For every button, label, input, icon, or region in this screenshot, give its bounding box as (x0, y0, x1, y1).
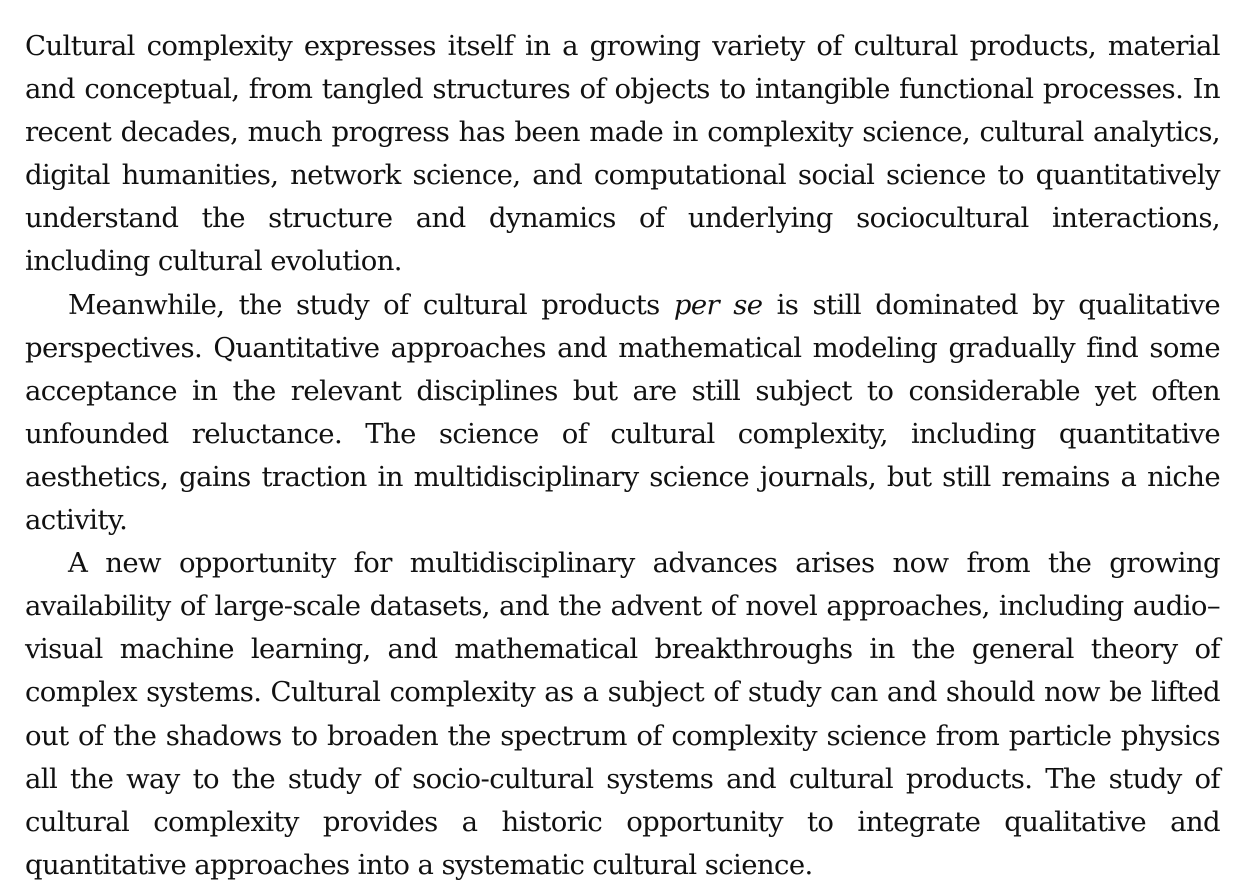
paragraph-new-opportunity: A new opportunity for multidisciplinary advances arises now from the growing availability of large-scale datasets, and the advent of novel approaches, including audio–visual machine learning, and mathematical breakthroughs in the general theory of complex systems. Cultural complexity as a subject of study can and should now be lifted out of the shadows to broaden the spectrum of complexity science from particle physics all the way to the study of socio-cultural systems and cultural products. The study of cultural complexity provides a historic opportunity to integrate qualitative and quantitative approaches into a systematic cultural science. (25, 547, 1220, 881)
document-body (25, 25, 1220, 887)
paragraph-text-start: Meanwhile, the study of cultural products (68, 288, 674, 321)
paragraph-text-end: is still dominated by qualitative perspectives. Quantitative approaches and mathematical modeling gradually find some acceptance in the relevant disciplines but are still subject to considerable yet often unfounded reluctance. The science of cultural complexity, including quantitative aesthetics, gains traction in multidisciplinary science journals, but still remains a niche activity. (25, 288, 1220, 537)
paragraph-cultural-complexity: Cultural complexity expresses itself in a growing variety of cultural products, material and conceptual, from tangled structures of objects to intangible functional processes. In recent decades, much progress has been made in complexity science, cultural analytics, digital humanities, network science, and computational social science to quantitatively understand the structure and dynamics of underlying sociocultural interactions, including cultural evolution. (25, 30, 1220, 278)
emphasis-per-se: per se (673, 288, 763, 321)
paragraph-qualitative-perspectives (25, 284, 1220, 543)
